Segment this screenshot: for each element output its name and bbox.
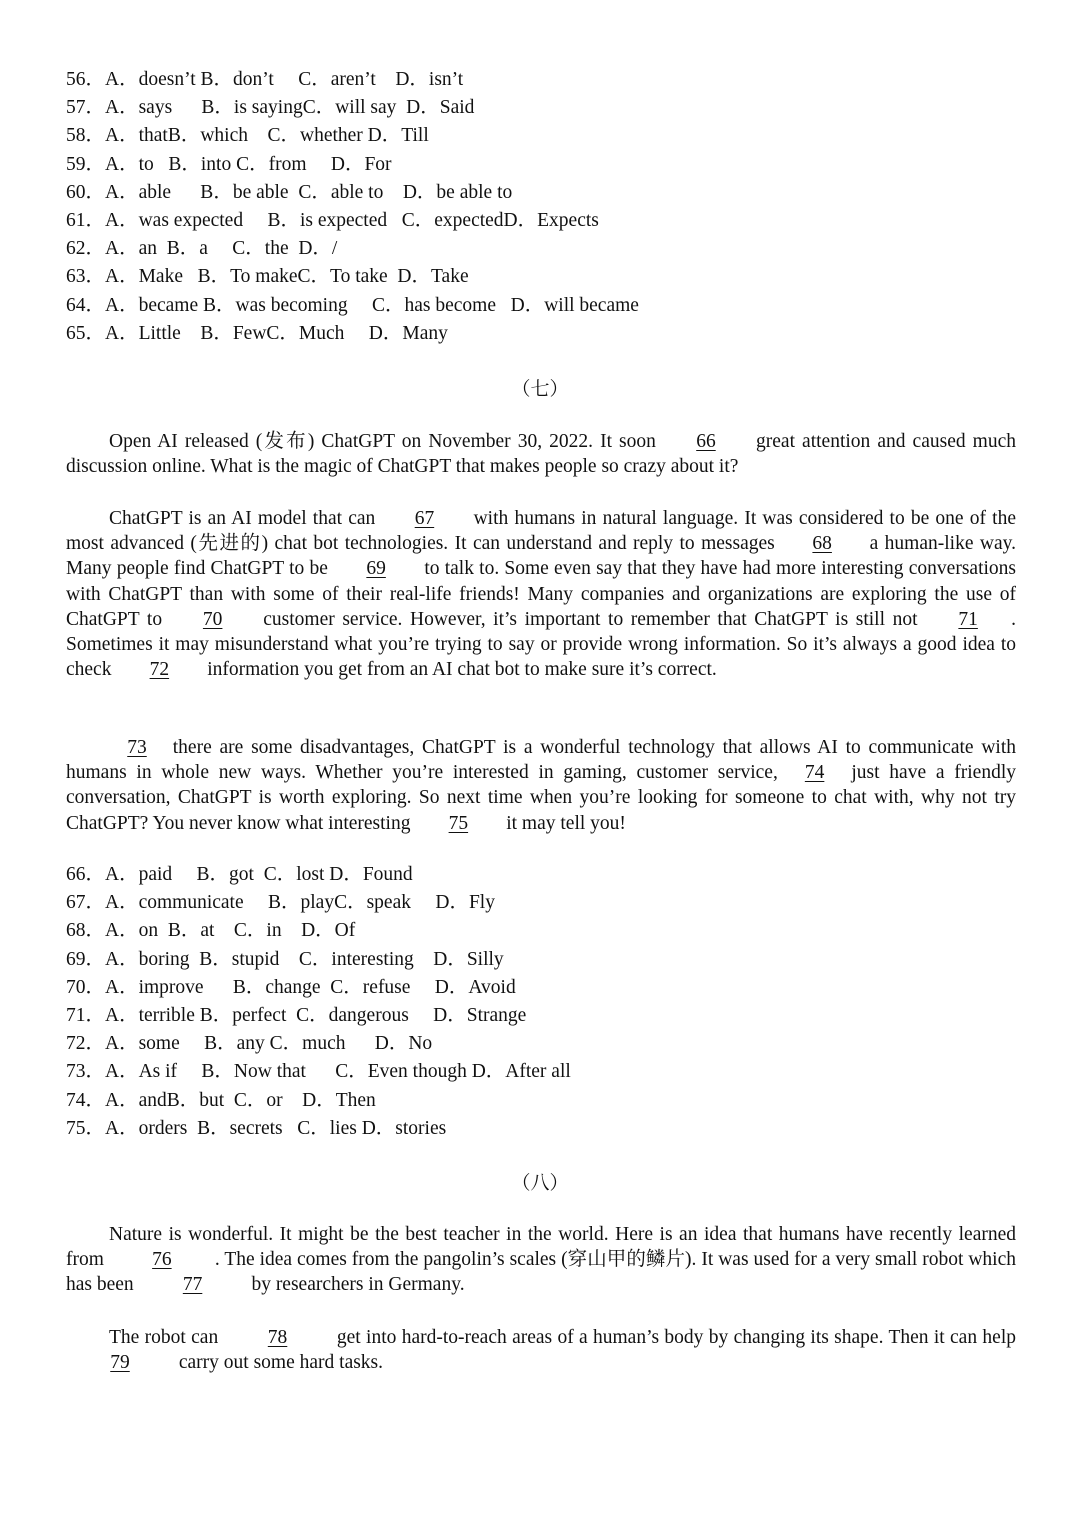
blank-70: 70 — [202, 608, 223, 630]
blank-76: 76 — [152, 1249, 172, 1271]
option-row-66: 66．A．paid B．got C．lost D．Found — [66, 864, 413, 885]
option-row-74: 74．A．andB．but C．or D．Then — [66, 1089, 376, 1111]
blank-69: 69 — [366, 558, 386, 580]
blank-67: 67 — [414, 508, 435, 529]
option-row-67: 67．A．communicate B．playC．speak D．Fly — [66, 892, 495, 914]
section-7-para-3: 73 there are some disadvantages, ChatGPT is a wonderful technology that allows AI to communicate with humans in whole new ways. Whether you’re interested in gaming, customer service, 74 just have a friendly conversation, ChatGPT is worth exploring. So next time when you’re looking for someone to chat with, why not try ChatGPT? You never know what interesting 75 it may tell you! — [66, 735, 1016, 836]
blank-77: 77 — [182, 1274, 203, 1296]
option-row-58: 58．A．thatB．which C．whether D．Till — [66, 125, 429, 147]
blank-75: 75 — [448, 812, 469, 834]
blank-72: 72 — [149, 659, 170, 681]
blank-79: 79 — [110, 1352, 130, 1374]
option-row-73: 73．A．As if B．Now that C．Even though D．After all — [66, 1061, 571, 1083]
section-8-para-2: The robot can 78 get into hard-to-reach areas of a human’s body by changing its shape. Then it can help 79 carry out some hard tasks. — [66, 1325, 1016, 1375]
option-row-59: 59．A．to B．into C．from D．For — [66, 153, 392, 175]
option-row-57: 57．A．says B．is sayingC．will say D．Said — [66, 97, 475, 119]
section-8-heading: （八） — [511, 1173, 569, 1194]
option-row-70: 70．A．improve B．change C．refuse D．Avoid — [66, 976, 516, 998]
options-list-66-75 — [66, 861, 1026, 1143]
option-row-65: 65．A．Little B．FewC．Much D．Many — [66, 322, 448, 344]
option-row-63: 63．A．Make B．To makeC．To take D．Take — [66, 266, 469, 288]
option-row-68: 68．A．on B．at C．in D．Of — [66, 920, 356, 942]
option-row-71: 71．A．terrible B．perfect C．dangerous D．Strange — [66, 1004, 527, 1026]
option-row-64: 64．A．became B．was becoming C．has become D．will became — [66, 294, 639, 316]
option-row-56: 56．A．doesn’t B．don’t C．aren’t D．isn’t — [66, 69, 464, 90]
section-7-heading: （七） — [511, 379, 569, 400]
blank-71: 71 — [958, 608, 978, 630]
option-row-69: 69．A．boring B．stupid C．interesting D．Silly — [66, 948, 504, 970]
section-7-para-2: ChatGPT is an AI model that can 67 with humans in natural language. It was considered to be one of the most advanced (先进的) chat bot technologies. It can understand and reply to messages 68 a human-like way. Many people find ChatGPT to be 69 to talk to. Some even say that they have had more interesting conversations with ChatGPT than with some of their real-life friends! Many companies and organizations are exploring the use of ChatGPT to 70 customer service. However, it’s important to remember that ChatGPT is still not 71 . Sometimes it may misunderstand what you’re trying to say or provide wrong information. So it’s always a good idea to check 72 information you get from an AI chat bot to make sure it’s correct. — [66, 506, 1016, 682]
section-7-para-1: Open AI released (发布) ChatGPT on November 30, 2022. It soon 66 great attention and caused much discussion online. What is the magic of ChatGPT that makes people so crazy about it? — [66, 431, 1016, 478]
blank-66: 66 — [696, 431, 716, 452]
option-row-60: 60．A．able B．be able C．able to D．be able to — [66, 181, 513, 203]
option-row-61: 61．A．was expected B．is expected C．expectedD．Expects — [66, 209, 599, 231]
option-row-62: 62．A．an B．a C．the D．/ — [66, 238, 338, 260]
option-row-75: 75．A．orders B．secrets C．lies D．stories — [66, 1117, 447, 1139]
blank-73: 73 — [127, 737, 147, 758]
section-8-para-1: Nature is wonderful. It might be the best teacher in the world. Here is an idea that humans have recently learned from 76 . The idea comes from the pangolin’s scales (穿山甲的鳞片). It was used for a very small robot which has been 77 by researchers in Germany. — [66, 1222, 1016, 1298]
blank-74: 74 — [804, 762, 825, 784]
blank-68: 68 — [812, 533, 832, 555]
options-list-56-65 — [66, 66, 1026, 348]
option-row-72: 72．A．some B．any C．much D．No — [66, 1033, 433, 1055]
blank-78: 78 — [267, 1327, 288, 1348]
